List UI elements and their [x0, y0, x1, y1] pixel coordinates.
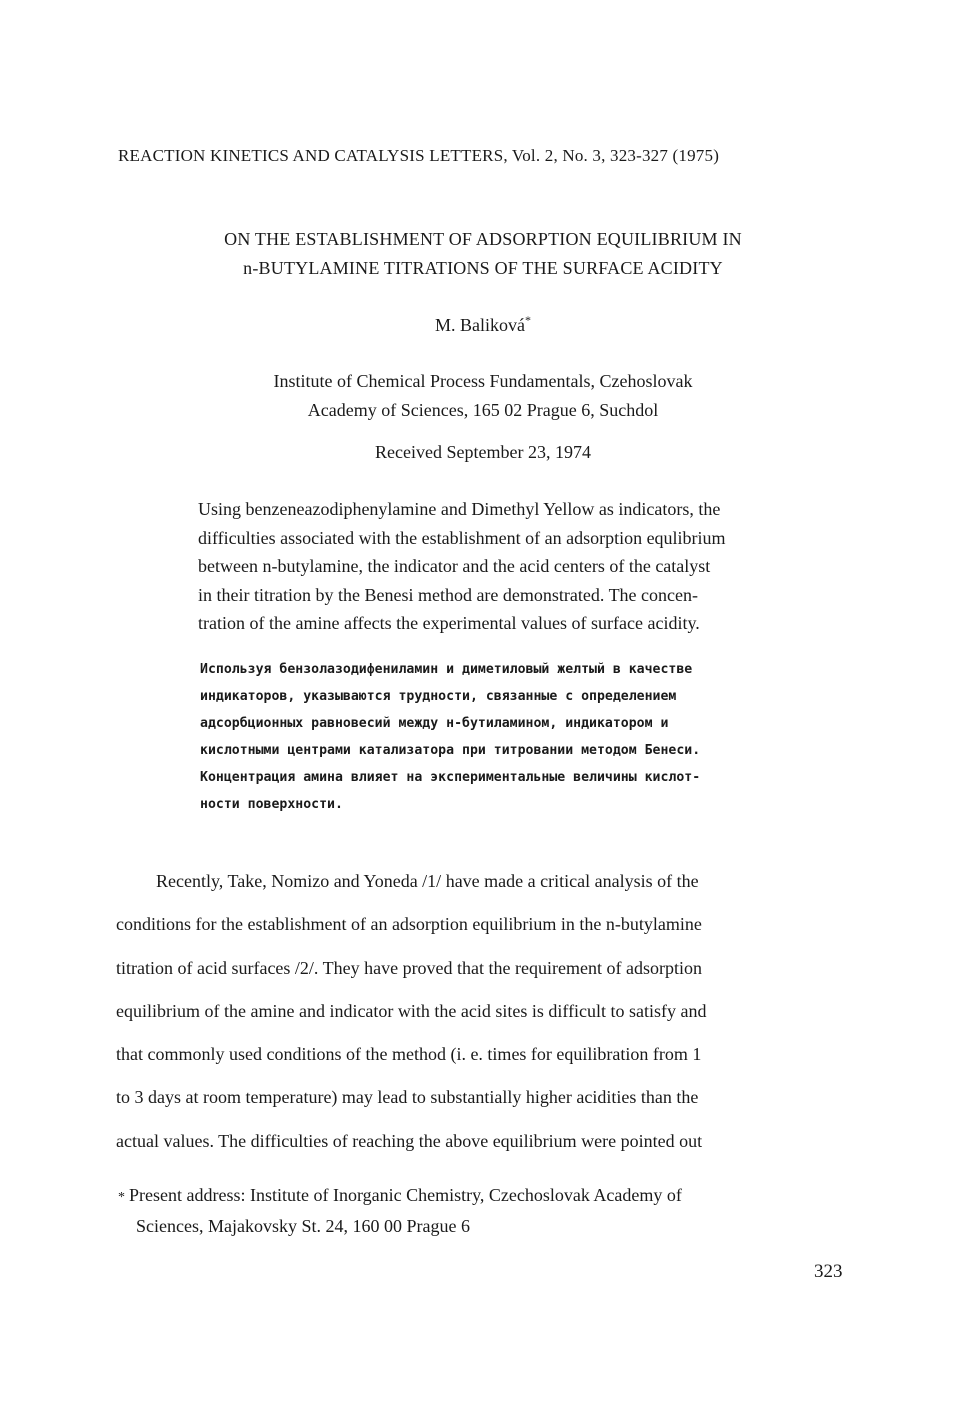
- paper-title-line-1: ON THE ESTABLISHMENT OF ADSORPTION EQUILIBRIUM IN: [224, 229, 742, 249]
- abstract-english: [198, 495, 838, 638]
- body-line: Recently, Take, Nomizo and Yoneda /1/ have made a critical analysis of the: [156, 871, 699, 891]
- author-line: [0, 313, 966, 336]
- abstract-ru-line: индикаторов, указываются трудности, связанные с определением: [200, 689, 677, 704]
- abstract-ru-line: Концентрация амина влияет на экспериментальные величины кислот-: [200, 770, 701, 785]
- footnote: [118, 1181, 682, 1241]
- abstract-ru-line: кислотными центрами катализатора при титровании методом Бенеси.: [200, 743, 701, 758]
- body-line: to 3 days at room temperature) may lead to substantially higher acidities than the: [116, 1087, 699, 1108]
- received-date: Received September 23, 1974: [375, 442, 591, 462]
- abstract-en-line: between n-butylamine, the indicator and the acid centers of the catalyst: [198, 556, 711, 577]
- affiliation-line-2: Academy of Sciences, 165 02 Prague 6, Suchdol: [307, 400, 659, 420]
- page-number: 323: [814, 1261, 843, 1282]
- footnote-line-1: [118, 1181, 682, 1212]
- abstract-en-line: difficulties associated with the establishment of an adsorption equlibrium: [198, 527, 726, 548]
- paper-title-line-2: n-BUTYLAMINE TITRATIONS OF THE SURFACE ACIDITY: [243, 258, 723, 278]
- author-name: M. Baliková: [435, 315, 525, 335]
- abstract-russian: [200, 656, 700, 818]
- abstract-en-line: in their titration by the Benesi method are demonstrated. The concen-: [198, 584, 699, 605]
- footnote-line-2: Sciences, Majakovsky St. 24, 160 00 Prague 6: [136, 1216, 470, 1236]
- abstract-en-line: tration of the amine affects the experimental values of surface acidity.: [198, 613, 700, 634]
- body-paragraph: [116, 860, 707, 1163]
- abstract-ru-line: Используя бензолазодифениламин и диметиловый желтый в качестве: [200, 662, 693, 677]
- body-line: equilibrium of the amine and indicator with the acid sites is difficult to satisfy and: [116, 1000, 707, 1021]
- body-line: that commonly used conditions of the method (i. e. times for equilibration from 1: [116, 1044, 702, 1065]
- body-line: actual values. The difficulties of reaching the above equilibrium were pointed out: [116, 1130, 703, 1151]
- abstract-ru-line: адсорбционных равновесий между н-бутиламином, индикатором и: [200, 716, 669, 731]
- footnote-text-1: Present address: Institute of Inorganic Chemistry, Czechoslovak Academy of: [129, 1185, 682, 1205]
- abstract-en-line: Using benzeneazodiphenylamine and Dimethyl Yellow as indicators, the: [198, 499, 721, 519]
- author-footnote-mark: *: [525, 313, 531, 327]
- body-line: conditions for the establishment of an adsorption equilibrium in the n-butylamine: [116, 914, 702, 935]
- body-line: titration of acid surfaces /2/. They have proved that the requirement of adsorption: [116, 957, 702, 978]
- footnote-mark: *: [118, 1190, 125, 1205]
- journal-header: REACTION KINETICS AND CATALYSIS LETTERS, Vol. 2, No. 3, 323-327 (1975): [118, 146, 720, 165]
- affiliation-line-1: Institute of Chemical Process Fundamentals, Czehoslovak: [273, 371, 693, 391]
- abstract-ru-line: ности поверхности.: [200, 797, 343, 812]
